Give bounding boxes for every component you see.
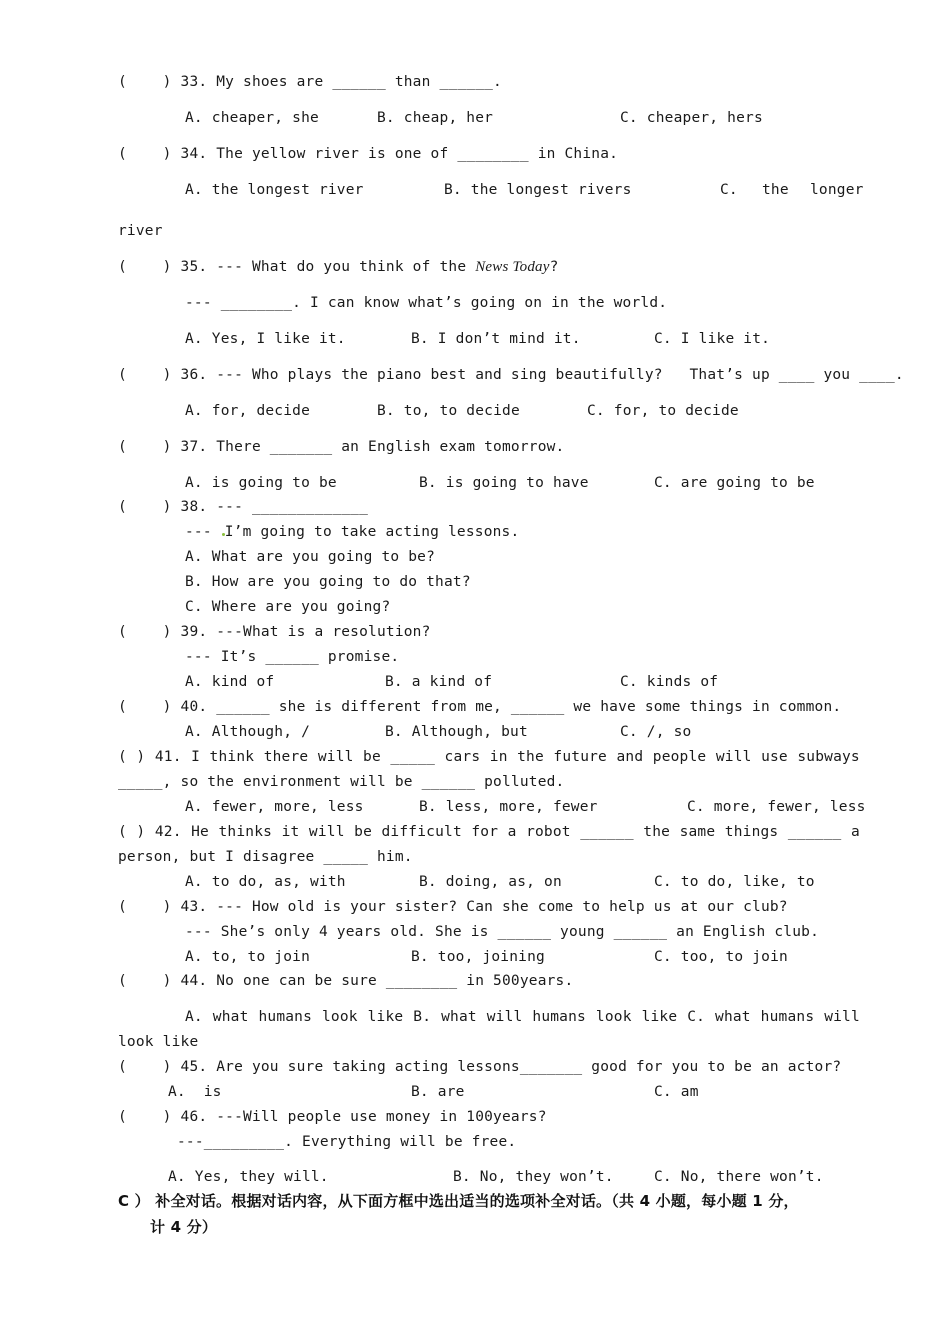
question-33-stem: ( ) 33. My shoes are ______ than ______. bbox=[118, 74, 502, 90]
q43-option-c: C. too, to join bbox=[654, 949, 788, 965]
q42-blank: ______ bbox=[787, 824, 842, 840]
q44-option-b-label: B. bbox=[413, 1009, 432, 1025]
q44-word: what bbox=[715, 1009, 751, 1025]
q38-reply-prefix: --- bbox=[185, 524, 221, 540]
q42-blank: ______ bbox=[580, 824, 634, 840]
q42-option-b: B. doing, as, on bbox=[419, 874, 562, 890]
q41-word: future bbox=[553, 749, 607, 765]
q44-word: humans bbox=[532, 1009, 586, 1025]
q38-option-a: A. What are you going to be? bbox=[185, 549, 436, 565]
q41-word: and bbox=[616, 749, 644, 765]
q33-option-b: B. cheap, her bbox=[377, 110, 494, 126]
question-34-stem: ( ) 34. The yellow river is one of ________ in China. bbox=[118, 146, 619, 162]
q34-option-c-label: C. bbox=[720, 182, 738, 198]
q35-option-b: B. I don’t mind it. bbox=[411, 331, 581, 347]
q44-option-c-label: C. bbox=[687, 1009, 706, 1025]
q45-option-b: B. are bbox=[411, 1084, 465, 1100]
q42-word: thinks bbox=[218, 824, 273, 840]
q46-reply: ---_________. Everything will be free. bbox=[177, 1134, 517, 1150]
q42-word: the bbox=[643, 824, 671, 840]
q40-option-c: C. /, so bbox=[620, 724, 692, 740]
q41-word: will bbox=[317, 749, 354, 765]
q41-word: cars bbox=[444, 749, 481, 765]
q41-option-c: C. more, fewer, less bbox=[687, 799, 866, 815]
q46-option-a: A. Yes, they will. bbox=[168, 1169, 329, 1185]
q43-option-a: A. to, to join bbox=[185, 949, 311, 965]
q35-stem-end: ? bbox=[549, 259, 559, 275]
q38-reply bbox=[185, 523, 519, 541]
q44-word: will bbox=[486, 1009, 523, 1025]
q42-word: ) bbox=[136, 824, 146, 840]
q37-option-a: A. is going to be bbox=[185, 475, 337, 491]
q42-word: for bbox=[471, 824, 499, 840]
q41-word: ( bbox=[118, 749, 127, 765]
q41-word: I bbox=[191, 749, 201, 765]
q35-stem-text: ( ) 35. --- What do you think of the bbox=[118, 259, 476, 275]
q38-option-c: C. Where are you going? bbox=[185, 599, 391, 615]
question-39-stem: ( ) 39. ---What is a resolution? bbox=[118, 624, 431, 640]
q44-options bbox=[185, 1008, 860, 1026]
q45-option-a: A. is bbox=[168, 1084, 222, 1100]
q42-option-a: A. to do, as, with bbox=[185, 874, 346, 890]
q41-word: in bbox=[489, 749, 508, 765]
q40-option-b: B. Although, but bbox=[385, 724, 528, 740]
q41-word: ) bbox=[136, 749, 146, 765]
q44-option-a-label: A. bbox=[185, 1009, 203, 1025]
q36-option-b: B. to, to decide bbox=[377, 403, 520, 419]
question-36-stem: ( ) 36. --- Who plays the piano best and sing beautifully? That’s up ____ you ____. bbox=[118, 367, 904, 383]
q36-option-c: C. for, to decide bbox=[587, 403, 739, 419]
q43-option-b: B. too, joining bbox=[411, 949, 545, 965]
q44-word: what bbox=[441, 1009, 477, 1025]
q41-word: think bbox=[209, 749, 255, 765]
q41-word: 41. bbox=[154, 749, 182, 765]
q41-option-b: B. less, more, fewer bbox=[419, 799, 598, 815]
q41-word: subways bbox=[797, 749, 860, 765]
q41-word: use bbox=[761, 749, 788, 765]
q41-word: be bbox=[363, 749, 381, 765]
q40-option-a: A. Although, / bbox=[185, 724, 311, 740]
q42-word: a bbox=[850, 824, 860, 840]
q43-reply: --- She’s only 4 years old. She is ______ young ______ an English club. bbox=[185, 924, 820, 940]
q42-word: will bbox=[308, 824, 345, 840]
question-45-stem: ( ) 45. Are you sure taking acting lessons_______ good for you to be an actor? bbox=[118, 1059, 842, 1075]
q44-word: look bbox=[595, 1009, 632, 1025]
q44-option-c-wrap: look like bbox=[118, 1034, 199, 1050]
q41-blank: _____ bbox=[390, 749, 436, 765]
q44-word: will bbox=[824, 1009, 860, 1025]
q41-word: people bbox=[652, 749, 707, 765]
q36-option-a: A. for, decide bbox=[185, 403, 311, 419]
q42-word: difficult bbox=[381, 824, 462, 840]
question-41-stem bbox=[118, 748, 860, 766]
q41-word: there bbox=[263, 749, 309, 765]
q42-word: be bbox=[354, 824, 373, 840]
q35-option-c: C. I like it. bbox=[654, 331, 771, 347]
question-35-stem bbox=[118, 258, 559, 276]
q37-option-b: B. is going to have bbox=[419, 475, 589, 491]
q41-word: will bbox=[715, 749, 752, 765]
q42-word: things bbox=[724, 824, 779, 840]
q42-option-c: C. to do, like, to bbox=[654, 874, 815, 890]
q34-option-a: A. the longest river bbox=[185, 182, 364, 198]
q42-word: ( bbox=[118, 824, 127, 840]
q42-word: He bbox=[191, 824, 209, 840]
q38-reply-text: I’m going to take acting lessons. bbox=[224, 524, 520, 540]
q35-option-a: A. Yes, I like it. bbox=[185, 331, 346, 347]
question-43-stem: ( ) 43. --- How old is your sister? Can she come to help us at our club? bbox=[118, 899, 788, 915]
q42-word: same bbox=[679, 824, 716, 840]
q42-word: it bbox=[281, 824, 300, 840]
q33-option-c: C. cheaper, hers bbox=[620, 110, 763, 126]
q33-option-a: A. cheaper, she bbox=[185, 110, 319, 126]
question-37-stem: ( ) 37. There _______ an English exam tomorrow. bbox=[118, 439, 565, 455]
question-42-stem bbox=[118, 823, 860, 841]
q37-option-c: C. are going to be bbox=[654, 475, 815, 491]
q42-stem-wrap: person, but I disagree _____ him. bbox=[118, 849, 413, 865]
q34-option-b: B. the longest rivers bbox=[444, 182, 632, 198]
q34-option-c-word1: the bbox=[762, 182, 789, 198]
q44-word: humans bbox=[760, 1009, 815, 1025]
q39-option-c: C. kinds of bbox=[620, 674, 719, 690]
q44-word: look bbox=[321, 1009, 358, 1025]
q44-word: humans bbox=[258, 1009, 313, 1025]
question-44-stem: ( ) 44. No one can be sure ________ in 500years. bbox=[118, 973, 574, 989]
question-46-stem: ( ) 46. ---Will people use money in 100years? bbox=[118, 1109, 547, 1125]
q34-option-c-word2: longer bbox=[810, 182, 864, 198]
section-c-heading-wrap: 计 4 分） bbox=[150, 1218, 218, 1236]
q38-option-b: B. How are you going to do that? bbox=[185, 574, 471, 590]
q42-word: robot bbox=[526, 824, 571, 840]
q35-stem-title: News Today bbox=[475, 259, 550, 275]
q45-option-c: C. am bbox=[654, 1084, 699, 1100]
q34-option-c-wrap: river bbox=[118, 223, 163, 239]
q41-word: the bbox=[517, 749, 544, 765]
q39-option-b: B. a kind of bbox=[385, 674, 493, 690]
q44-word: like bbox=[641, 1009, 678, 1025]
q39-option-a: A. kind of bbox=[185, 674, 275, 690]
section-c-heading: C ） 补全对话。根据对话内容，从下面方框中选出适当的选项补全对话。（共 4 小题，每小题 1 分， bbox=[118, 1192, 799, 1210]
q44-word: what bbox=[212, 1009, 249, 1025]
q44-word: like bbox=[367, 1009, 404, 1025]
q42-word: a bbox=[507, 824, 517, 840]
q41-option-a: A. fewer, more, less bbox=[185, 799, 364, 815]
q46-option-b: B. No, they won’t. bbox=[453, 1169, 614, 1185]
q42-word: 42. bbox=[154, 824, 182, 840]
q41-stem-wrap: _____, so the environment will be ______ polluted. bbox=[118, 774, 565, 790]
q39-reply: --- It’s ______ promise. bbox=[185, 649, 400, 665]
q35-reply: --- ________. I can know what’s going on in the world. bbox=[185, 295, 668, 311]
question-40-stem: ( ) 40. ______ she is different from me, ______ we have some things in common. bbox=[118, 699, 842, 715]
q46-option-c: C. No, there won’t. bbox=[654, 1169, 824, 1185]
question-38-stem: ( ) 38. --- _____________ bbox=[118, 499, 369, 515]
